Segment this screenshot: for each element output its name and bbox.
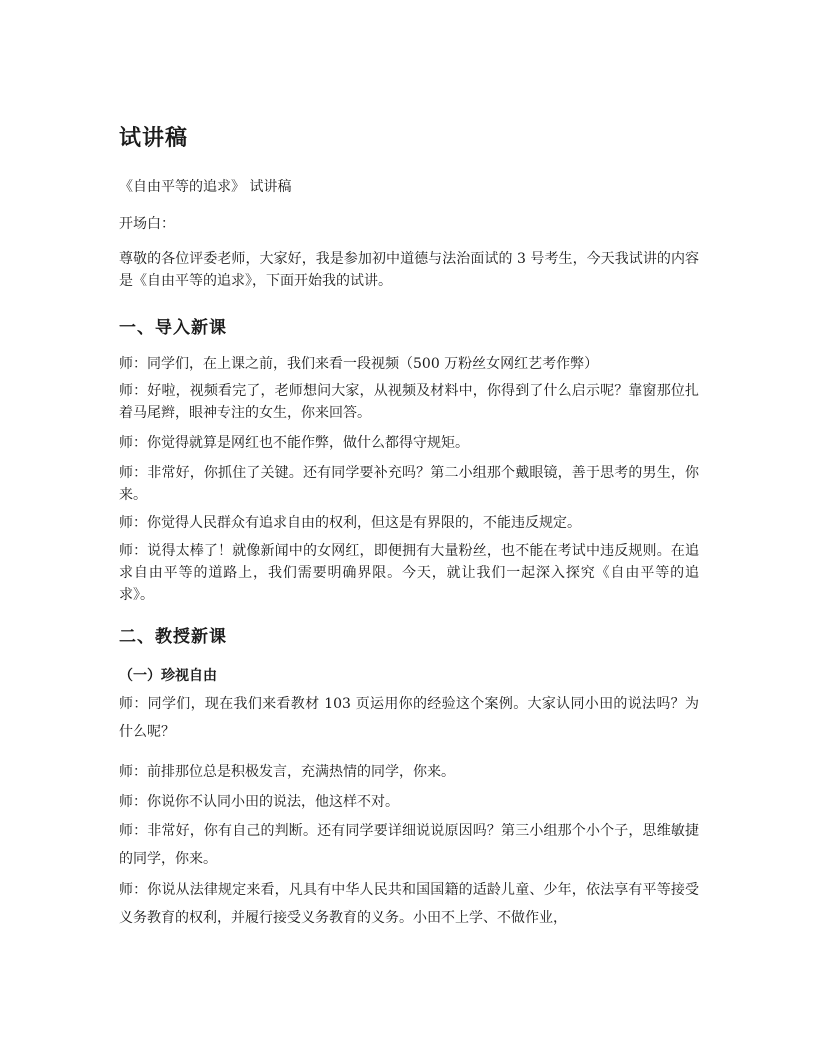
dialogue-line: 师：好啦，视频看完了，老师想问大家，从视频及材料中，你得到了什么启示呢？靠窗那位扎着马尾辫，眼神专注的女生，你来回答。	[119, 383, 699, 421]
section-heading-import: 一、导入新课	[119, 318, 227, 338]
dialogue-line: 师：你觉得人民群众有追求自由的权利，但这是有界限的，不能违反规定。	[119, 515, 581, 531]
dialogue-line: 师：你说你不认同小田的说法，他这样不对。	[119, 794, 399, 810]
document-title: 试讲稿	[119, 126, 189, 151]
opening-text: 尊敬的各位评委老师，大家好，我是参加初中道德与法治面试的 3 号考生，今天我试讲的内容是《自由平等的追求》，下面开始我的试讲。	[119, 251, 699, 289]
subsection-heading: （一）珍视自由	[119, 668, 217, 684]
dialogue-line: 师：非常好，你抓住了关键。还有同学要补充吗？第二小组那个戴眼镜，善于思考的男生，你来。	[119, 465, 699, 503]
dialogue-line: 师：前排那位总是积极发言，充满热情的同学，你来。	[119, 764, 455, 780]
dialogue-line: 师：同学们，在上课之前，我们来看一段视频（500 万粉丝女网红艺考作弊）	[119, 356, 599, 372]
dialogue-line: 师：你觉得就算是网红也不能作弊，做什么都得守规矩。	[119, 435, 469, 451]
dialogue-line: 师：你说从法律规定来看，凡具有中华人民共和国国籍的适龄儿童、少年，依法享有平等接受义务教育的权利，并履行接受义务教育的义务。小田不上学、不做作业，	[119, 882, 699, 926]
dialogue-line: 师：说得太棒了！就像新闻中的女网红，即便拥有大量粉丝，也不能在考试中违反规则。在追求自由平等的道路上，我们需要明确界限。今天，就让我们一起深入探究《自由平等的追求》。	[119, 543, 699, 603]
opening-label: 开场白：	[119, 216, 175, 232]
section-heading-teach: 二、教授新课	[119, 627, 227, 647]
dialogue-line: 师：同学们，现在我们来看教材 103 页运用你的经验这个案例。大家认同小田的说法吗？为什么呢？	[119, 696, 699, 740]
document-subtitle: 《自由平等的追求》 试讲稿	[119, 179, 292, 195]
dialogue-line: 师：非常好，你有自己的判断。还有同学要详细说说原因吗？第三小组那个小个子，思维敏捷的同学，你来。	[119, 823, 699, 867]
